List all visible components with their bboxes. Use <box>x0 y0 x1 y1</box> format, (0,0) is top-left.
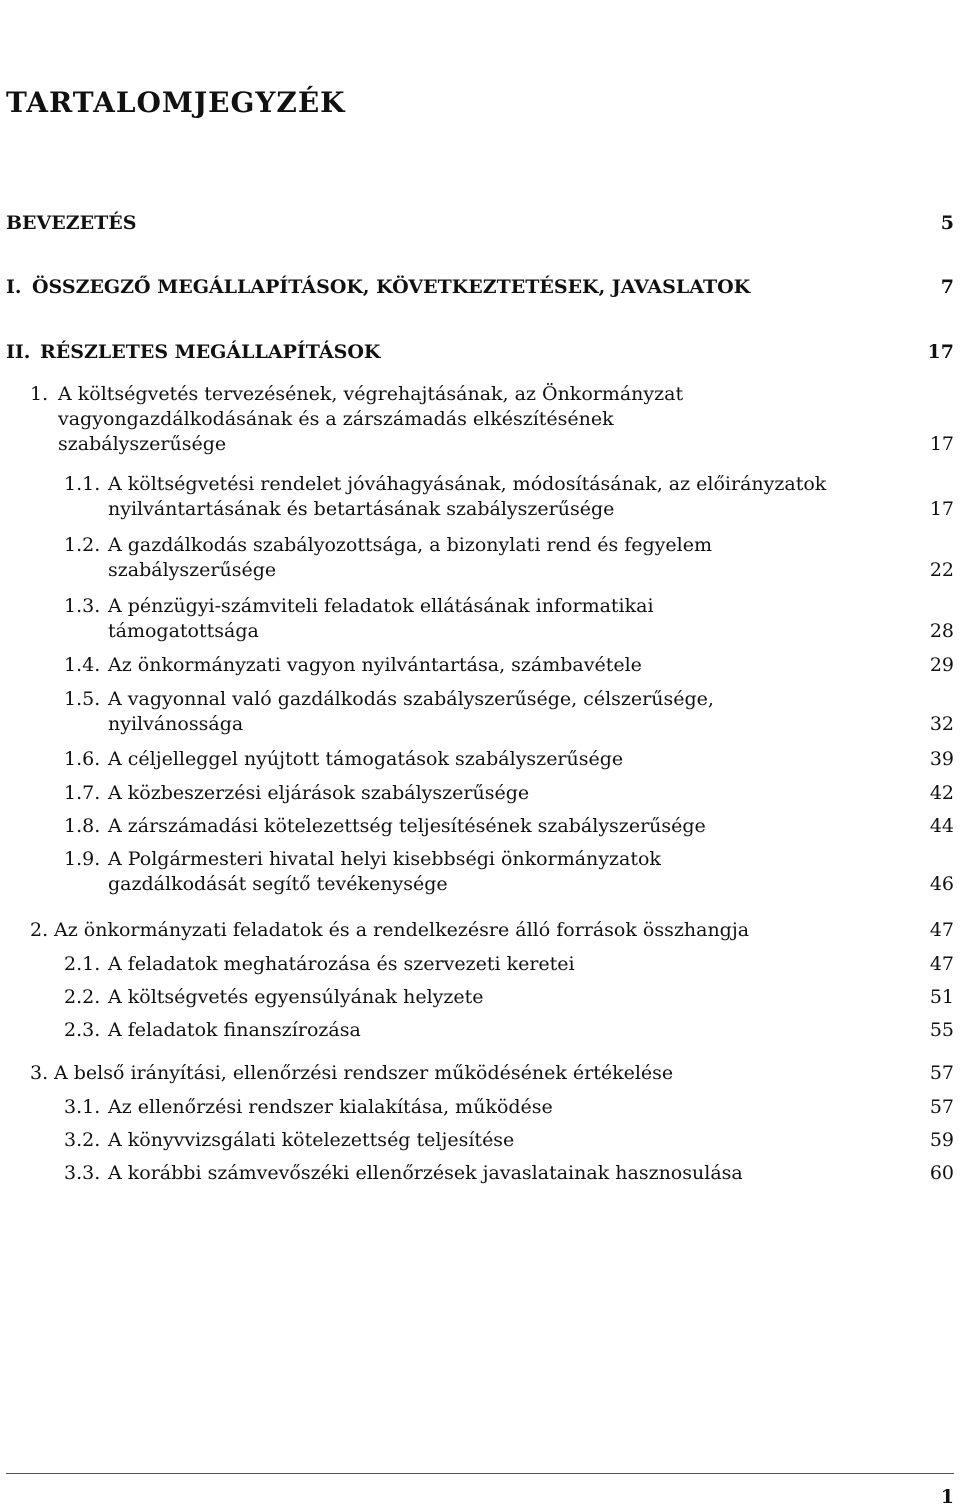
toc-entry-title: A belső irányítási, ellenőrzési rendszer működésének értékelése <box>54 1062 674 1084</box>
toc-entry-title: A céljelleggel nyújtott támogatások szabályszerűsége <box>108 748 624 770</box>
toc-entry-title: A könyvvizsgálati kötelezettség teljesítése <box>108 1129 515 1151</box>
toc-entry-page: 47 <box>929 919 954 941</box>
toc-entry-page: 47 <box>929 953 954 975</box>
toc-entry-page: 51 <box>929 986 954 1008</box>
toc-entry-number: 3.3. <box>64 1162 101 1184</box>
toc-entry-page: 42 <box>929 782 954 804</box>
toc-entry-page: 44 <box>929 815 954 837</box>
toc-entry-3-1[interactable] <box>64 1095 954 1120</box>
page-number: 1 <box>940 1486 954 1508</box>
toc-entry-1-2[interactable] <box>64 533 954 583</box>
toc-entry-number: 1.7. <box>64 782 101 804</box>
toc-entry-title: Az önkormányzati feladatok és a rendelkezésre álló források összhangja <box>54 919 750 941</box>
toc-entry-number: 1.8. <box>64 815 101 837</box>
toc-entry-page: 39 <box>929 748 954 770</box>
toc-entry-2-3[interactable] <box>64 1018 954 1043</box>
toc-entry-number: 1.9. <box>64 848 101 870</box>
toc-entry-1-1[interactable] <box>64 472 954 522</box>
toc-entry-intro[interactable] <box>6 211 954 236</box>
toc-entry-page: 28 <box>929 620 954 642</box>
toc-entry-number: 3. <box>30 1062 49 1084</box>
toc-entry-3-3[interactable] <box>64 1161 954 1186</box>
toc-entry-part-2[interactable] <box>6 340 954 365</box>
toc-entry-part-1[interactable] <box>6 275 954 300</box>
toc-entry-1-6[interactable] <box>64 747 954 772</box>
toc-entry-page: 57 <box>929 1096 954 1118</box>
toc-entry-number: 1.5. <box>64 688 101 710</box>
toc-entry-title: RÉSZLETES MEGÁLLAPÍTÁSOK <box>40 341 381 363</box>
toc-entry-page: 17 <box>929 498 954 520</box>
footer-divider <box>6 1473 954 1474</box>
toc-entry-page: 29 <box>929 654 954 676</box>
toc-entry-1-8[interactable] <box>64 814 954 839</box>
toc-entry-page: 17 <box>929 433 954 455</box>
toc-entry-title: ÖSSZEGZŐ MEGÁLLAPÍTÁSOK, KÖVETKEZTETÉSEK, JAVASLATOK <box>32 276 751 298</box>
toc-entry-number: 2.3. <box>64 1019 101 1041</box>
toc-entry-2-1[interactable] <box>64 952 954 977</box>
toc-entry-title: Az ellenőrzési rendszer kialakítása, működése <box>108 1096 553 1118</box>
toc-entry-number: 1.1. <box>64 473 101 495</box>
toc-entry-number: 3.2. <box>64 1129 101 1151</box>
toc-entry-page: 60 <box>929 1162 954 1184</box>
toc-entry-1-5[interactable] <box>64 687 954 737</box>
toc-entry-number: 1.2. <box>64 534 101 556</box>
toc-entry-number: 1.6. <box>64 748 101 770</box>
toc-entry-title: A közbeszerzési eljárások szabályszerűsége <box>108 782 530 804</box>
toc-heading: TARTALOMJEGYZÉK <box>6 86 346 119</box>
toc-entry-title: A Polgármesteri hivatal helyi kisebbségi önkormányzatok gazdálkodását segítő tevékenysége <box>108 848 661 895</box>
toc-entry-number: 3.1. <box>64 1096 101 1118</box>
toc-entry-title: A költségvetés egyensúlyának helyzete <box>108 986 484 1008</box>
toc-entry-1-3[interactable] <box>64 594 954 644</box>
toc-entry-page: 5 <box>940 212 954 234</box>
toc-entry-number: 1.3. <box>64 595 101 617</box>
toc-entry-title: Az önkormányzati vagyon nyilvántartása, számbavétele <box>108 654 642 676</box>
toc-entry-title: BEVEZETÉS <box>6 212 137 234</box>
toc-entry-page: 57 <box>929 1062 954 1084</box>
toc-entry-number: I. <box>6 276 22 298</box>
toc-entry-1-9[interactable] <box>64 847 954 897</box>
toc-entry-title: A pénzügyi-számviteli feladatok ellátásának informatikai támogatottsága <box>108 595 654 642</box>
toc-entry-page: 17 <box>927 341 954 363</box>
toc-entry-title: A vagyonnal való gazdálkodás szabályszerűsége, célszerűsége, nyilvánossága <box>108 688 714 735</box>
toc-entry-1-4[interactable] <box>64 653 954 678</box>
toc-entry-title: A zárszámadási kötelezettség teljesítésének szabályszerűsége <box>108 815 706 837</box>
toc-entry-page: 59 <box>929 1129 954 1151</box>
toc-entry-page: 22 <box>929 559 954 581</box>
toc-entry-number: 1. <box>30 383 49 405</box>
toc-entry-3[interactable] <box>30 1061 954 1086</box>
toc-entry-title: A feladatok meghatározása és szervezeti keretei <box>108 953 575 975</box>
toc-entry-number: 2.2. <box>64 986 101 1008</box>
toc-entry-title: A feladatok finanszírozása <box>108 1019 361 1041</box>
toc-entry-title: A költségvetési rendelet jóváhagyásának, módosításának, az előirányzatok nyilvántartásának és betartásának szabályszerűsége <box>108 473 827 520</box>
toc-entry-page: 7 <box>940 276 954 298</box>
toc-entry-2[interactable] <box>30 918 954 943</box>
toc-entry-2-2[interactable] <box>64 985 954 1010</box>
toc-entry-number: 1.4. <box>64 654 101 676</box>
toc-entry-title: A korábbi számvevőszéki ellenőrzések javaslatainak hasznosulása <box>108 1162 743 1184</box>
toc-entry-page: 55 <box>929 1019 954 1041</box>
toc-entry-title: A költségvetés tervezésének, végrehajtásának, az Önkormányzat vagyongazdálkodásának és a zárszámadás elkészítésének szabályszerűsége <box>58 383 684 455</box>
toc-entry-1[interactable] <box>30 382 954 457</box>
toc-entry-3-2[interactable] <box>64 1128 954 1153</box>
toc-entry-number: II. <box>6 341 31 363</box>
toc-entry-page: 32 <box>929 713 954 735</box>
toc-entry-title: A gazdálkodás szabályozottsága, a bizonylati rend és fegyelem szabályszerűsége <box>108 534 712 581</box>
toc-entry-1-7[interactable] <box>64 781 954 806</box>
toc-entry-number: 2. <box>30 919 49 941</box>
toc-entry-number: 2.1. <box>64 953 101 975</box>
toc-entry-page: 46 <box>929 873 954 895</box>
